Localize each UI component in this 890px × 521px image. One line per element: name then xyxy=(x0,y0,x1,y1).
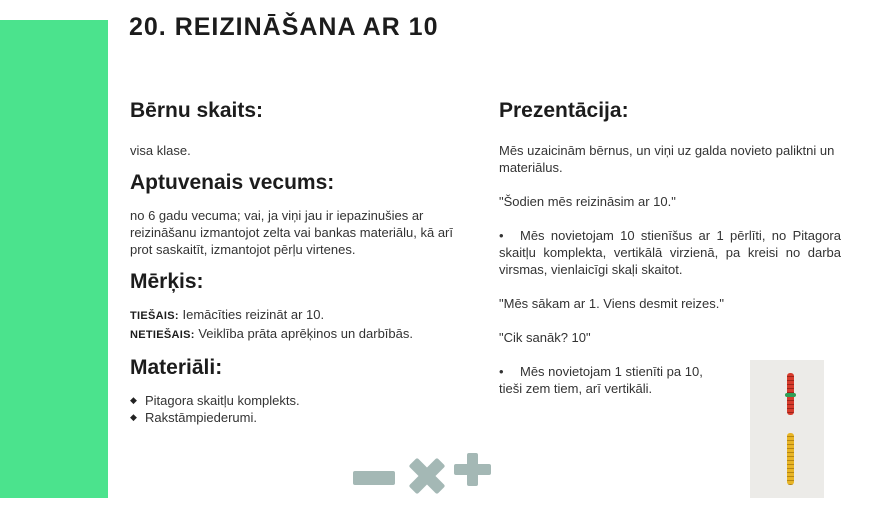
bead-bar-clasp xyxy=(785,393,796,397)
page-title: 20. REIZINĀŠANA AR 10 xyxy=(129,13,439,41)
presentation-step xyxy=(499,227,841,278)
presentation-step-text: Mēs novietojam 10 stienīšus ar 1 pērlīti, no Pitagora skaitļu komplekta, vertikālā virzienā, pa kreisi no darba virsmas, vienlaicīgi skaļi skaitot. xyxy=(499,228,841,277)
goal-direct xyxy=(130,306,470,325)
presentation-quote: "Šodien mēs reizināsim ar 10." xyxy=(499,194,676,209)
bullet-dot: • xyxy=(499,228,504,243)
goal-indirect-label: NETIEŠAIS: xyxy=(130,329,195,341)
bullet-dot: • xyxy=(499,364,504,379)
age-text: no 6 gadu vecuma; vai, ja viņi jau ir iepazinušies ar reizināšanu izmantojot zelta vai bankas materiālu, kā arī prot saskaitīt, izmantojot pērļu virtenes. xyxy=(130,208,453,257)
multiply-icon xyxy=(399,452,456,494)
goals-heading: Mērķis: xyxy=(130,270,204,293)
list-item: ◆ Pitagora skaitļu komplekts. xyxy=(130,392,470,409)
left-column xyxy=(130,96,470,426)
materials-heading: Materiāli: xyxy=(130,356,223,379)
bead-bars-photo xyxy=(750,360,824,498)
presentation-paragraph: Mēs uzaicinām bērnus, un viņi uz galda novieto paliktni un materiālus. xyxy=(499,143,835,175)
presentation-quote: "Mēs sākam ar 1. Viens desmit reizes." xyxy=(499,296,725,311)
goal-indirect-text: Veiklība prāta aprēķinos un darbībās. xyxy=(194,326,413,341)
age-heading: Aptuvenais vecums: xyxy=(130,171,335,194)
goal-indirect xyxy=(130,325,470,344)
presentation-heading: Prezentācija: xyxy=(499,99,629,122)
goal-direct-text: Iemācīties reizināt ar 10. xyxy=(178,307,325,322)
presentation-step-line1: Mēs novietojam 1 stienīti pa 10, xyxy=(520,364,703,379)
materials-list xyxy=(130,392,470,426)
presentation-quote: "Cik sanāk? 10" xyxy=(499,330,591,345)
presentation-step-line2: tieši zem tiem, arī vertikāli. xyxy=(499,381,653,396)
minus-icon xyxy=(353,471,395,485)
goal-direct-label: TIEŠAIS: xyxy=(130,310,179,322)
gold-bead-bar xyxy=(787,433,794,485)
children-text: visa klase. xyxy=(130,143,191,158)
math-symbols-decoration xyxy=(352,452,492,494)
plus-icon xyxy=(454,453,491,486)
right-column xyxy=(499,96,841,397)
list-item: ◆ Rakstāmpiederumi. xyxy=(130,409,470,426)
green-side-bar xyxy=(0,20,108,498)
children-heading: Bērnu skaits: xyxy=(130,99,264,122)
